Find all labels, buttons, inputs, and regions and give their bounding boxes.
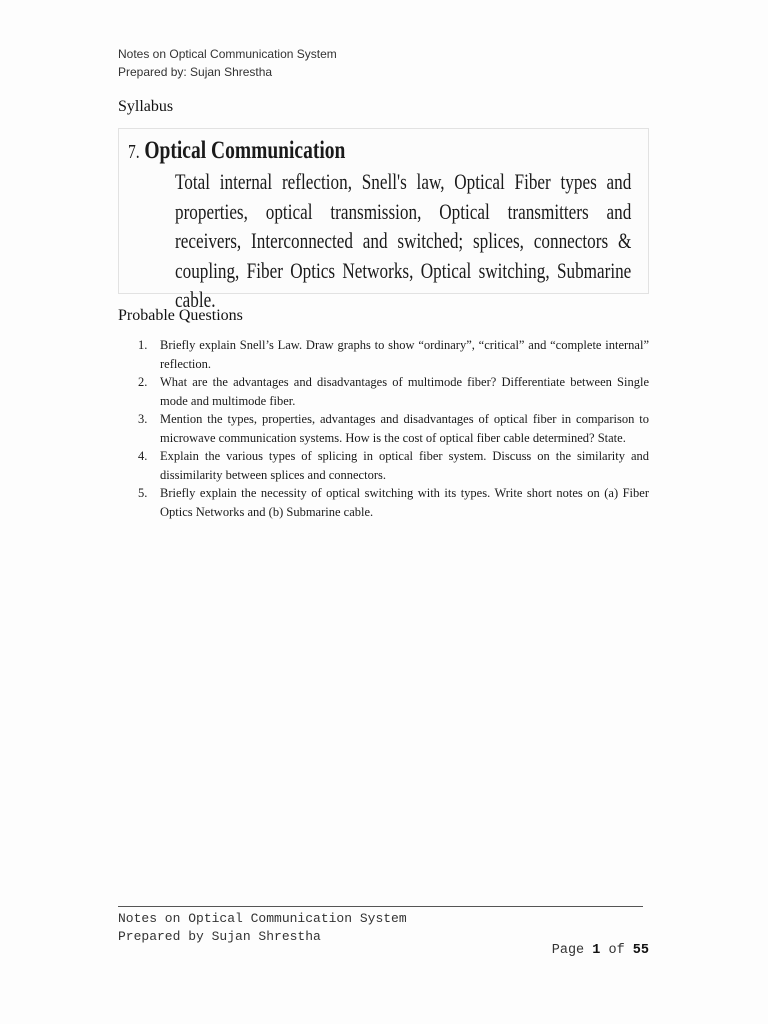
page-current: 1 — [592, 943, 601, 958]
page-label: Page — [551, 943, 585, 958]
footer-author: Prepared by Sujan Shrestha — [118, 929, 321, 944]
question-item — [118, 373, 649, 410]
question-text: Briefly explain the necessity of optical switching with its types. Write short notes on (a) Fiber Optics Networks and (b) Submarine cable. — [160, 486, 649, 519]
page-header — [118, 45, 337, 81]
question-text: Briefly explain Snell’s Law. Draw graphs to show “ordinary”, “critical” and “complete internal” reflection. — [160, 338, 649, 371]
question-item — [118, 447, 649, 484]
question-number: 3. — [138, 412, 148, 426]
question-item — [118, 336, 649, 373]
question-text: Explain the various types of splicing in optical fiber system. Discuss on the similarity and dissimilarity between splices and connectors. — [160, 449, 649, 482]
questions-list — [118, 336, 649, 521]
questions-heading: Probable Questions — [118, 307, 243, 324]
syllabus-image-box — [118, 128, 649, 312]
syllabus-unit-number: 7. — [128, 141, 140, 163]
page-of: of — [608, 943, 625, 958]
page-total: 55 — [632, 943, 649, 958]
question-number: 1. — [138, 338, 148, 352]
question-text: What are the advantages and disadvantages of multimode fiber? Differentiate between Single mode and multimode fiber. — [160, 375, 649, 408]
syllabus-heading: Syllabus — [118, 98, 174, 115]
header-author: Prepared by: Sujan Shrestha — [118, 65, 273, 79]
question-number: 4. — [138, 449, 148, 463]
question-number: 5. — [138, 486, 148, 500]
question-item — [118, 410, 649, 447]
syllabus-topics: Total internal reflection, Snell's law, Optical Fiber types and properties, optical transmission, Optical transmitters and receivers, Interconnected and switched; splices, connectors & coupling, Fiber Optics Networks, Optical switching, Submarine cable. — [175, 169, 632, 312]
header-title: Notes on Optical Communication System — [118, 47, 337, 61]
question-item — [118, 484, 649, 521]
syllabus-unit-title: Optical Communication — [144, 137, 346, 164]
page-footer — [118, 910, 407, 946]
page-number — [552, 943, 649, 958]
footer-title: Notes on Optical Communication System — [118, 911, 407, 926]
question-number: 2. — [138, 375, 148, 389]
syllabus-unit-heading — [128, 137, 345, 165]
question-text: Mention the types, properties, advantages and disadvantages of optical fiber in comparison to microwave communication systems. How is the cost of optical fiber cable determined? State. — [160, 412, 649, 445]
footer-divider — [118, 906, 643, 907]
